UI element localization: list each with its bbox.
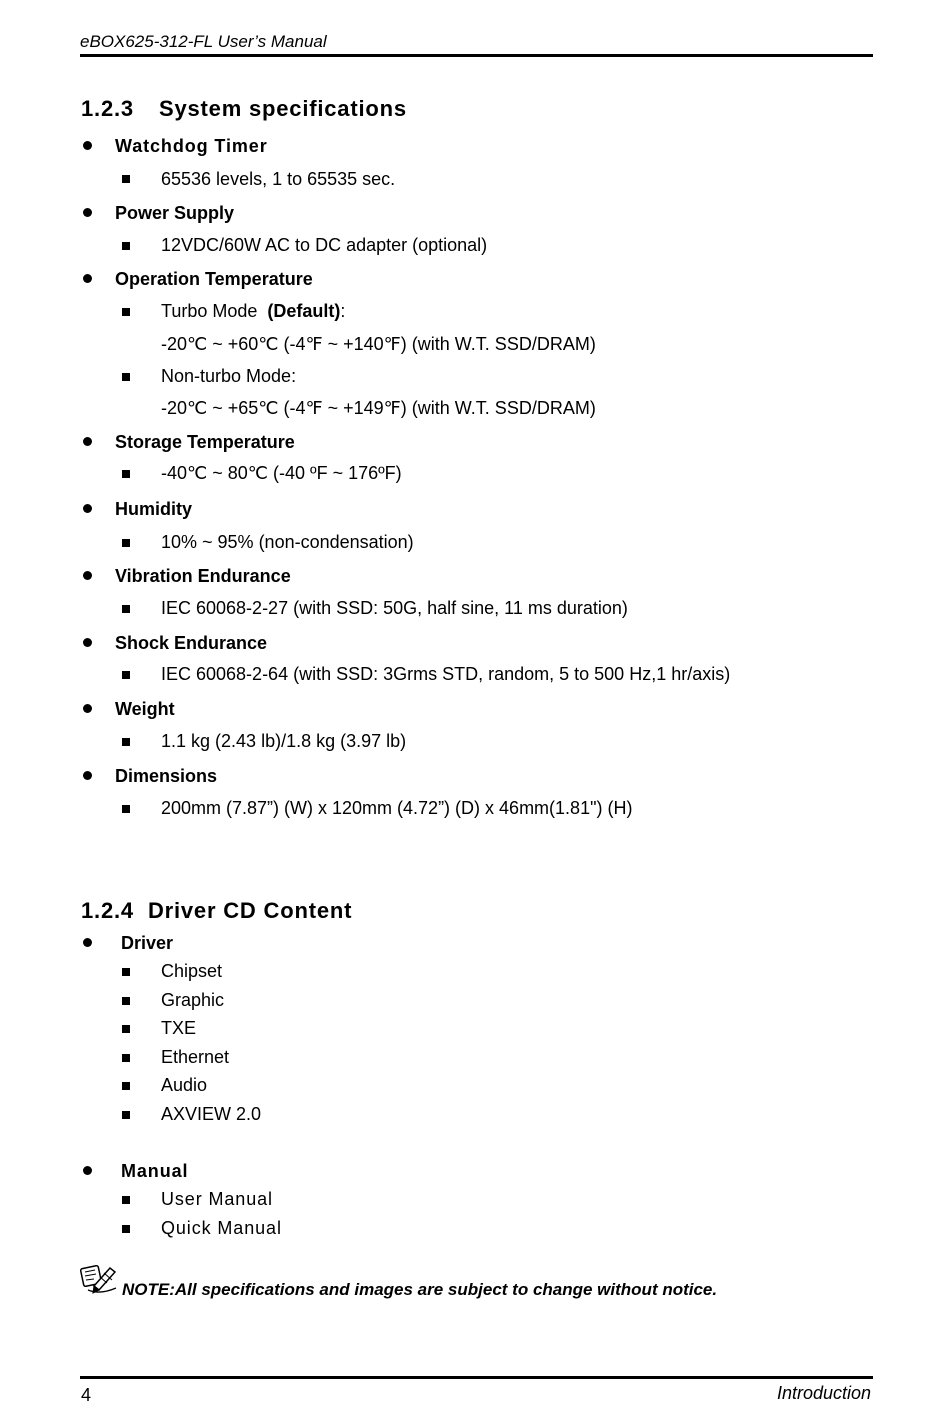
spec-label-vibration: Vibration Endurance [115,566,291,586]
bullet-square-icon [122,671,130,679]
bullet-square-icon [122,605,130,613]
section-title-text: Driver CD Content [147,898,353,923]
spec-item-storage-temp: -40℃ ~ 80℃ (-40 ºF ~ 176ºF) [161,463,402,483]
spec-label-dimensions: Dimensions [115,766,218,786]
driver-item: Audio [161,1075,208,1095]
note-text: NOTE:All specifications and images are subject to change without notice. [122,1280,718,1299]
section-number: 1.2.3 [81,96,134,121]
manual-label: Manual [121,1161,189,1181]
bullet-square-icon [122,805,130,813]
bullet-dot-icon [83,704,92,713]
driver-item: Chipset [161,961,223,981]
spec-item-shock: IEC 60068-2-64 (with SSD: 3Grms STD, random, 5 to 500 Hz,1 hr/axis) [161,664,731,684]
bullet-dot-icon [83,208,92,217]
spec-label-watchdog: Watchdog Timer [115,136,268,156]
bullet-square-icon [122,242,130,250]
spec-label-storage-temp: Storage Temperature [115,432,295,452]
bullet-square-icon [122,175,130,183]
bullet-square-icon [122,1025,130,1033]
spec-item-turbo-range: -20℃ ~ +60℃ (-4℉ ~ +140℉) (with W.T. SSD/DRAM) [161,334,596,354]
section-title-text: System specifications [159,96,407,121]
bullet-square-icon [122,373,130,381]
bullet-dot-icon [83,274,92,283]
driver-label: Driver [121,933,174,953]
spec-label-weight: Weight [115,699,175,719]
driver-item: Ethernet [161,1047,230,1067]
bullet-square-icon [122,968,130,976]
turbo-colon: : [340,301,346,321]
bullet-dot-icon [83,638,92,647]
bullet-dot-icon [83,771,92,780]
spec-item-weight: 1.1 kg (2.43 lb)/1.8 kg (3.97 lb) [161,731,407,751]
spec-item-watchdog: 65536 levels, 1 to 65535 sec. [161,169,396,189]
note-pen-icon [80,1262,120,1296]
footer-page-number: 4 [81,1385,92,1405]
bullet-square-icon [122,1111,130,1119]
spec-item-vibration: IEC 60068-2-27 (with SSD: 50G, half sine, 11 ms duration) [161,598,628,618]
footer-rule [80,1376,873,1379]
bullet-dot-icon [83,1166,92,1175]
bullet-dot-icon [83,437,92,446]
bullet-dot-icon [83,504,92,513]
spec-item-humidity: 10% ~ 95% (non-condensation) [161,532,414,552]
driver-item: AXVIEW 2.0 [161,1104,262,1124]
manual-item: User Manual [161,1189,273,1209]
bullet-square-icon [122,997,130,1005]
header-rule [80,54,873,57]
bullet-dot-icon [83,141,92,150]
driver-item: TXE [161,1018,197,1038]
section-title-driver-cd-content [81,898,352,924]
bullet-square-icon [122,470,130,478]
manual-item: Quick Manual [161,1218,282,1238]
turbo-mode-label: Turbo Mode [161,301,258,321]
bullet-square-icon [122,539,130,547]
spec-label-humidity: Humidity [115,499,193,519]
bullet-square-icon [122,308,130,316]
section-title-system-specifications [81,96,407,122]
section-number: 1.2.4 [81,898,134,923]
spec-item-turbo-mode [161,300,345,322]
bullet-square-icon [122,738,130,746]
bullet-dot-icon [83,938,92,947]
footer-chapter: Introduction [776,1383,871,1403]
spec-label-power: Power Supply [115,203,235,223]
bullet-square-icon [122,1054,130,1062]
bullet-square-icon [122,1225,130,1233]
spec-label-operation-temp: Operation Temperature [115,269,313,289]
bullet-square-icon [122,1082,130,1090]
bullet-dot-icon [83,571,92,580]
spec-label-shock: Shock Endurance [115,633,268,653]
spec-item-nonturbo-range: -20℃ ~ +65℃ (-4℉ ~ +149℉) (with W.T. SSD/DRAM) [161,398,596,418]
driver-item: Graphic [161,990,225,1010]
spec-item-nonturbo-mode: Non-turbo Mode: [161,366,297,386]
spec-item-power: 12VDC/60W AC to DC adapter (optional) [161,235,488,255]
page-header-title: eBOX625-312-FL User’s Manual [80,32,327,51]
bullet-square-icon [122,1196,130,1204]
spec-item-dimensions: 200mm (7.87”) (W) x 120mm (4.72”) (D) x 46mm(1.81") (H) [161,798,633,818]
turbo-default-label: (Default) [267,301,341,321]
